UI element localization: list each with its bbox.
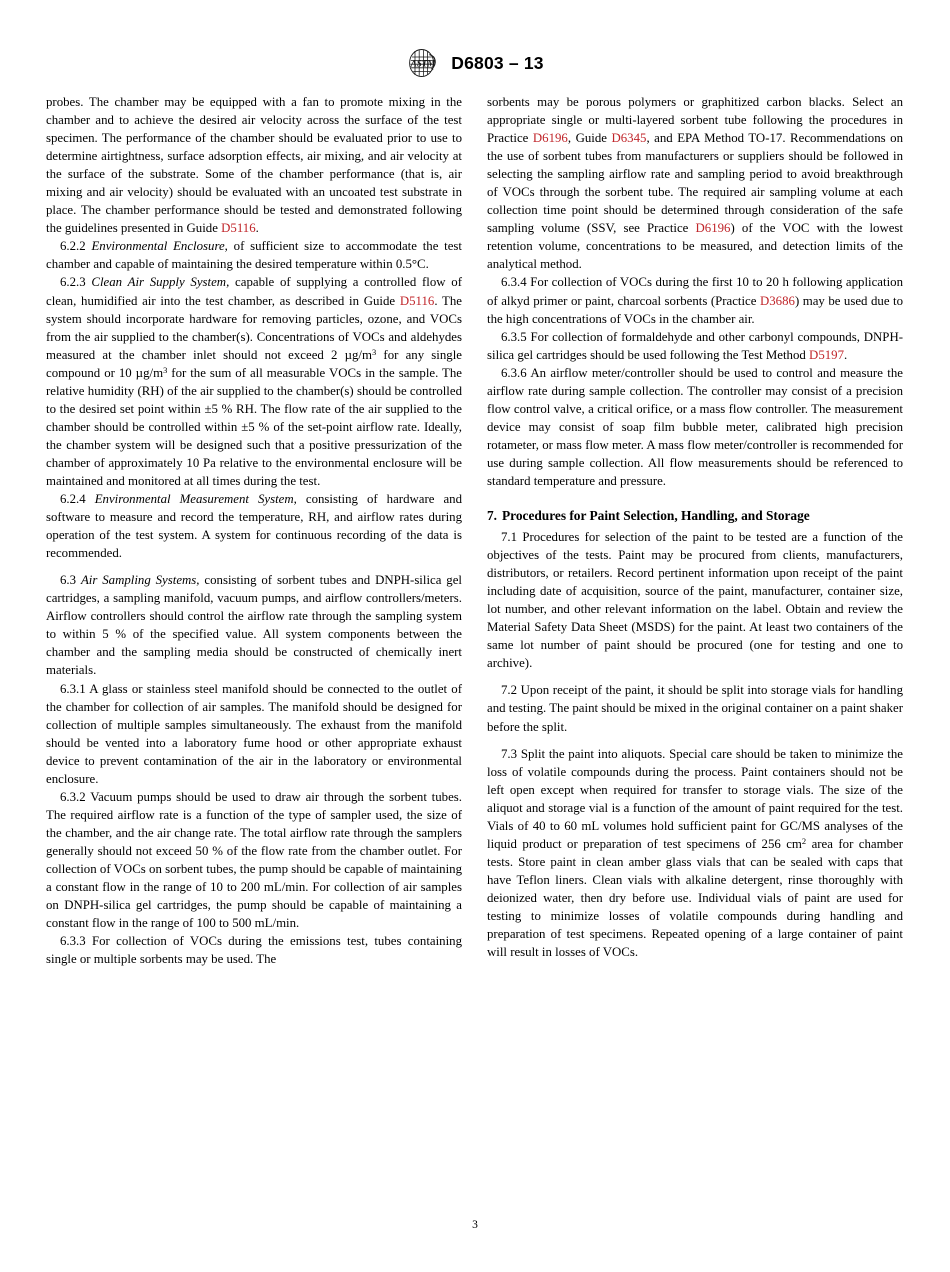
section-number: 6.3.6 xyxy=(501,365,531,380)
para-7-2: 7.2 Upon receipt of the paint, it should be split into storage vials for handling and testing. The paint should be mixed in the original container on a paint shaker before the split. xyxy=(487,683,904,734)
section-number: 6.3.5 xyxy=(501,329,531,344)
term-italic: Clean Air Supply System, xyxy=(91,275,230,290)
astm-logo-icon xyxy=(406,48,442,78)
para-6-3-2: 6.3.2 Vacuum pumps should be used to draw air through the sorbent tubes. The required airflow rate is a function of the type of sampler used, the size of the chamber, and the air change rate. The total airflow rate through the samplers generally should not exceed 50 % of the flow rate from the chamber outlet. For collection of VOCs on sorbent tubes, the pump should be capable of maintaining a constant flow in the range of 10 to 200 mL/min. For collection of air samples on DNPH-silica gel cartridges, the pump should be capable of maintaining a constant flow in the range of 100 to 500 mL/min. xyxy=(46,789,462,931)
para-6-3-3: 6.3.3 For collection of VOCs during the emissions test, tubes containing single or multiple sorbents may be used. The xyxy=(46,934,462,967)
term-italic: Environmental Enclosure, xyxy=(91,239,228,254)
page-footer xyxy=(0,1218,950,1232)
para-6-2-3: 6.2.3 Clean Air Supply System, capable of supplying a controlled flow of clean, humidified air into the test chamber, as described in Guide D5116. The system should incorporate hardware for removing particles, ozone, and VOCs from the air supplied to the chamber(s). Concentrations of VOCs and aldehydes measured at the chamber inlet should not exceed 2 $\mu g/m^3$ for any single compound or 10 $\mu g/m^3$ for the sum of all measurable VOCs in the sample. The relative humidity (RH) of the air supplied to the chamber(s) should be controlled to the desired set point within ±5 % RH. The flow rate of the air supplied to the chamber should be controlled within ±5 % of the set-point airflow rate. Ideally, the chamber system will be designed such that a positive pressurization of the chamber of approximately 10 Pa relative to the environmental enclosure will be maintained and monitored at all times during the test. xyxy=(46,275,463,488)
para-6-3-5: 6.3.5 For collection of formaldehyde and other carbonyl compounds, DNPH-silica gel cartridges should be used following the Test Method D5197. xyxy=(487,329,903,362)
standard-reference-link[interactable]: D5116 xyxy=(221,221,256,236)
standard-reference-link[interactable]: D6196 xyxy=(532,131,568,146)
two-column-body xyxy=(46,93,904,1213)
para-probes-chamber: probes. The chamber may be equipped with a fan to promote mixing in the chamber and to achieve the desired air velocity across the surface of the test specimen. The performance of the chamber should be evaluated prior to use to determine airtightness, surface adsorption effects, air mixing, and air velocity at the surface of the substrate. Some of the chamber performance (that is, air mixing and air velocity) should be evaluated with an uncoated test substrate in place. The chamber performance should be tested and demonstrated following the guidelines presented in Guide D5116. xyxy=(46,95,462,236)
standard-reference-link[interactable]: D6196 xyxy=(695,221,731,236)
term-italic: Environmental Measurement System, xyxy=(94,492,297,507)
para-6-2-4: 6.2.4 Environmental Measurement System, consisting of hardware and software to measure and record the temperature, RH, and airflow rates during operation of the test system. A system for continuous recording of the data is recommended. xyxy=(46,492,462,561)
page-number: 3 xyxy=(472,1219,478,1231)
para-7-1: 7.1 Procedures for selection of the paint to be tested are a function of the objectives of the tests. Paint may be procured from clients, manufacturers, distributors, or retailers. Record pertinent information upon receipt of the paint including date of acquisition, source of the paint, manufacturer, container size, lot number, and other relevant information on the label. Obtain and review the Material Safety Data Sheet (MSDS) for the paint. At least two containers of the same lot number of paint should be procured (one for testing and one to archive). xyxy=(487,530,903,671)
para-sorbents-continued: sorbents may be porous polymers or graphitized carbon blacks. Select an appropriate single or multi-layered sorbent tube following the procedures in Practice D6196, Guide D6345, and EPA Method TO-17. Recommendations on the use of sorbent tubes from manufacturers or suppliers should be followed in selecting the sampling airflow rate and sampling period to avoid breakthrough of VOCs through the sorbent tube. The required air sampling volume at each collection time point should be determined through consideration of the safe sampling volume (SSV, see Practice D6196) of the VOC with the lowest retention volume, concentrations to be measured, and detection limits of the analytical method. xyxy=(487,95,903,272)
section-number: 6.2.2 xyxy=(60,239,92,254)
para-6-3: 6.3 Air Sampling Systems, consisting of sorbent tubes and DNPH-silica gel cartridges, a sampling manifold, vacuum pumps, and airflow controllers/meters. Airflow controllers should control the airflow rate through the sampling system to within 5 % of the specified value. All system components between the chamber and the sampling media should be constructed of chemically inert materials. xyxy=(46,573,462,678)
page-header xyxy=(0,44,950,82)
section-number: 7.2 xyxy=(501,683,521,698)
section-number: 6.3.1 xyxy=(60,681,90,696)
para-6-2-2: 6.2.2 Environmental Enclosure, of sufficient size to accommodate the test chamber and capable of maintaining the desired temperature within 0.5°C. xyxy=(46,239,462,272)
section-number: 6.2.4 xyxy=(60,492,95,507)
term-italic: Air Sampling Systems, xyxy=(80,573,200,588)
svg-text:ASTM: ASTM xyxy=(411,58,436,69)
para-6-3-6: 6.3.6 An airflow meter/controller should be used to control and measure the airflow rate during sample collection. The controller may consist of a precision flow control valve, a critical orifice, or a mass flow controller. The measurement device may consist of soap film bubble meter, calibrated high precision rotameter, or mass flow meter. A mass flow meter/controller is recommended for use during sample collection. All flow measurements should be referenced to standard temperature and pressure. xyxy=(487,365,903,488)
section-number: 6.3.4 xyxy=(501,275,531,290)
standard-reference-link[interactable]: D5197 xyxy=(809,347,845,362)
standard-reference-link[interactable]: D5116 xyxy=(399,293,435,308)
para-6-3-1: 6.3.1 A glass or stainless steel manifold should be connected to the outlet of the chamber for collection of air samples. The manifold should be designed for collection of multiple samples simultaneously. The exhaust from the manifold should be vented into a laboratory fume hood or other appropriate exhaust device to prevent contamination of the air in the laboratory or environmental enclosure. xyxy=(46,681,462,786)
para-6-3-4: 6.3.4 For collection of VOCs during the first 10 to 20 h following application of alkyd primer or paint, charcoal sorbents (Practice D3686) may be used due to the high concentrations of VOCs in the chamber air. xyxy=(487,275,904,326)
section-heading-title: Procedures for Paint Selection, Handling, and Storage xyxy=(502,508,810,524)
superscript: 2 xyxy=(801,835,807,846)
section-number: 6.2.3 xyxy=(60,275,92,290)
left-column xyxy=(46,93,462,1213)
superscript: 3 xyxy=(163,364,168,375)
section-number: 6.3.2 xyxy=(60,789,91,804)
section-number: 6.3.3 xyxy=(60,934,92,949)
section-number: 7.1 xyxy=(501,530,523,545)
para-7-3: 7.3 Split the paint into aliquots. Special care should be taken to minimize the loss of volatile compounds during the process. Paint containers should not be left open except when required for transfer to storage vials. The size of the aliquot and storage vial is a function of the amount of paint required for the test. Vials of 40 to 60 mL volumes hold sufficient paint for GC/MS analyses of the liquid product or preparation of test specimens of 256 $cm^2$ area for chamber tests. Store paint in clean amber glass vials that can be sealed with caps that have Teflon liners. Clean vials with alkaline detergent, rinse thoroughly with deionized water, then dry before use. Individual vials of paint are used for testing to minimize losses of volatile compounds during handling and preparation of test specimens. Repeated opening of a large container of paint will result in losses of VOCs. xyxy=(487,746,904,960)
standard-reference-link[interactable]: D3686 xyxy=(759,293,795,308)
section-number: 7.3 xyxy=(501,746,521,761)
standard-reference-link[interactable]: D6345 xyxy=(611,131,647,146)
section-heading-number: 7. xyxy=(487,508,498,524)
section-number: 6.3 xyxy=(60,573,81,588)
right-column xyxy=(487,93,903,1213)
document-designation: D6803 – 13 xyxy=(451,52,544,73)
section-heading-7 xyxy=(487,490,903,528)
superscript: 3 xyxy=(372,346,377,357)
